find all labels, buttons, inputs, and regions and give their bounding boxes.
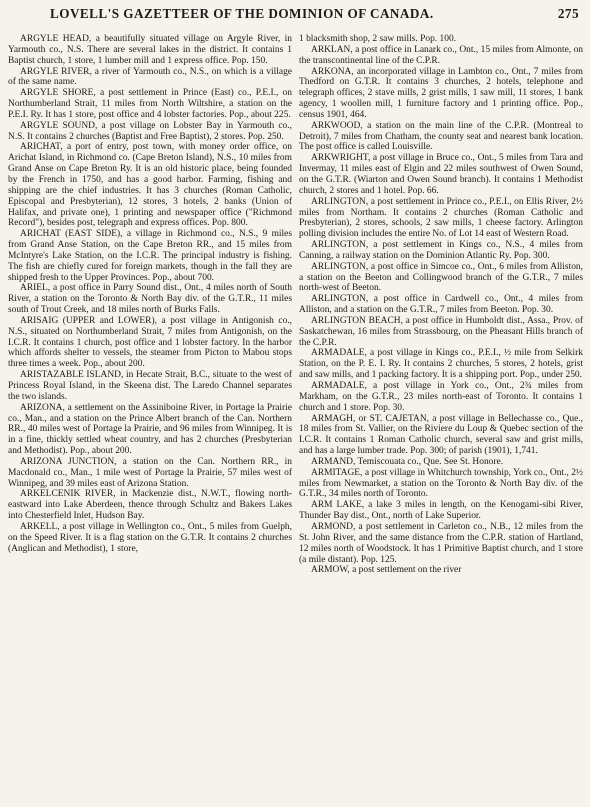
page-number: 275: [557, 6, 579, 21]
entry-headword: ARKWRIGHT,: [311, 153, 371, 164]
entry-text: a station on the main line of the C.P.R. (Montreal to Detroit), 7 miles from Chatham, the county seat and nearest bank location. The post office is called Louisville.: [299, 120, 584, 153]
entry-text: a port of entry, post town, with money order office, on Arichat Island, in Richmond co. (Cape Breton Island), N.S., 10 miles from Grand Anse on Cape Breton Ry. It is an old historic place, being founded by the French in 1750, and has a good harbor. Farming, fishing and shipping are the chief industries. It has 3 churches (Roman Catholic, Episcopal and Presbyterian), 12 stores, 3 hotels, 2 banks (Union of Halifax, and private one), 1 printing and newspaper office ("Richmond Record"), besides post, telegraph and express offices. Pop. 800.: [8, 142, 292, 229]
gazetteer-entry: [8, 522, 292, 555]
entry-headword: ARIEL,: [20, 283, 51, 294]
gazetteer-entry: [8, 316, 292, 370]
gazetteer-entry: [8, 142, 292, 229]
entry-text: a post office in Humboldt dist., Assa., Prov. of Saskatchewan, 16 miles from Strassbourg, on the Pheasant Hills branch of the C.P.R.: [299, 315, 584, 348]
entry-headword: ARMADALE,: [311, 348, 367, 359]
entry-text: an incorporated village in Lambton co., Ont., 7 miles from Thedford on G.T.R. It contains 3 churches, 2 hotels, telephone and telegraph offices, 2 stave mills, 2 grist mills, 1 saw mill, 11 stores, 1 bank agency, 1 woollen mill, 1 furniture factory and 1 printing office. Pop., census 1901, 464.: [299, 66, 583, 120]
entry-headword: ARMOW,: [311, 565, 350, 576]
gazetteer-entry: [8, 370, 292, 403]
entry-headword: ARISTAZABLE ISLAND,: [20, 370, 124, 381]
gazetteer-entry: [299, 348, 583, 381]
entry-headword: ARLINGTON,: [311, 196, 369, 207]
entry-text: a post settlement in Prince co., P.E.I., on Ellis River, 2½ miles from Northam. It contains 2 churches (Roman Catholic and Presbyterian), 2 stores, schools, 2 saw mills, 1 cheese factory. Arlington polling division includes the entire No. of Lot 14 east of Western Road.: [299, 196, 583, 240]
entry-text: a post settlement in Prince (East) co., P.E.I., on Northumberland Strait, 11 miles from North Wiltshire, a station on the P.E.I. Ry. It has 1 store, post office and 4 lobster factories. Pop., about 225.: [8, 88, 292, 120]
entry-text: in Mackenzie dist., N.W.T., flowing north-eastward into Lake Aberdeen, thence through Schultz and Bakers Lakes into Chesterfield Inlet, Hudson Bay.: [8, 489, 292, 522]
gazetteer-entry: [299, 45, 583, 67]
entry-headword: ARLINGTON BEACH,: [311, 315, 403, 326]
gazetteer-entry: [299, 381, 583, 414]
gazetteer-entry: [299, 468, 583, 501]
gazetteer-entry: [299, 153, 583, 196]
entry-text: a settlement on the Assiniboine River, in Portage la Prairie co., Man., and a station on the Prince Albert branch of the Can. Northern RR., 40 miles west of Portage la Prairie, and 96 miles from Winnipeg. It is in a fine, thickly settled wheat country, and has 2 churches (Presbyterian and Methodist). Pop., about 200.: [8, 402, 292, 457]
entry-text: a beautifully situated village on Argyle River, in Yarmouth co., N.S. There are several lakes in the district. It contains 1 Baptist church, 1 store, 1 lumber mill and 1 express office. Pop. 150.: [8, 34, 292, 66]
entry-text: a post village on Lobster Bay in Yarmouth co., N.S. It contains 2 churches (Baptist and Free Baptist), 2 stores. Pop. 250.: [8, 120, 292, 142]
entry-headword: ARLINGTON,: [311, 294, 369, 305]
entry-headword: ARM LAKE,: [311, 500, 365, 511]
text-columns: [8, 34, 583, 576]
gazetteer-entry: [299, 34, 583, 45]
gazetteer-entry: [299, 316, 583, 349]
entry-headword: ARLINGTON,: [311, 261, 369, 272]
entry-text: a post office in Parry Sound dist., Ont., 4 miles north of South River, a station on the Toronto & North Bay div. of the G.T.R., 11 miles south of Trout Creek, and 18 miles north of Burks Falls.: [8, 283, 293, 316]
entry-headword: ARGYLE SOUND,: [20, 120, 98, 131]
gazetteer-entry: [8, 457, 292, 490]
entry-text: a post settlement on the river: [352, 565, 462, 576]
gazetteer-entry: [299, 197, 583, 240]
gazetteer-entry: [8, 88, 292, 121]
entry-headword: ARLINGTON,: [311, 240, 369, 251]
gazetteer-entry: [8, 229, 292, 283]
entry-headword: ARMOND,: [311, 521, 356, 532]
entry-headword: ARMAGH,: [311, 413, 356, 424]
gazetteer-entry: [8, 34, 292, 67]
left-column: [8, 34, 292, 576]
entry-text: a post village in Antigonish co., N.S., situated on Northumberland Strait, 7 miles from Antigonish, on the I.C.R. It contains 1 church, post office and 1 lobster factory. In the harbor which affords shelter to vessels, the steamer from Picton to Mabou stops three times a week. Pop., about 200.: [8, 315, 293, 370]
gazetteer-entry: [299, 414, 583, 457]
entry-headword: ARKELCENIK RIVER,: [20, 489, 116, 500]
entry-text: a post settlement in Carleton co., N.B., 12 miles from the St. John River, and the same distance from the C.P.R. station of Hartland, 12 miles north of Woodstock. It has 1 Primitive Baptist church, and 1 store (a mile distant). Pop. 125.: [299, 521, 583, 565]
entry-text: a post village in Bruce co., Ont., 5 miles from Tara and Invermay, 11 miles east of Elgin and 22 miles southwest of Owen Sound, on the G.T.R. (Wiarton and Owen Sound branch). It contains 1 Methodist church, 2 stores and 1 hotel. Pop. 66.: [299, 153, 583, 196]
entry-headword: ARGYLE SHORE,: [20, 88, 96, 99]
entry-headword: ARMITAGE,: [311, 467, 363, 478]
entry-text: a post village in Kings co., P.E.I., ½ mile from Selkirk Station, on the P. E. I. Ry. It contains 2 churches, 5 stores, 2 hotels, grist and saw mills, and 1 packing factory. It is a shipping port. Pop., under 250.: [299, 348, 583, 381]
entry-text: Temiscouata co., Que. See St. Honore.: [357, 456, 504, 467]
entry-text: or ST. CAJETAN, a post village in Bellechasse co., Que., 18 miles from St. Vallier, on the Riviere du Loup & Quebec section of the I.C.R. It contains 1 Roman Catholic church, several saw and grist mills, and has a large lumber trade. Pop. 300; of parish (1901), 1,741.: [299, 413, 584, 457]
gazetteer-entry: [8, 283, 292, 316]
entry-text: in Hecate Strait, B.C., situate to the west of Princess Royal Island, in the Skeena dist. The Laredo Channel separates the two islands.: [8, 370, 292, 402]
gazetteer-entry: [299, 262, 583, 295]
entry-headword: ARGYLE RIVER,: [20, 66, 92, 77]
entry-text: a village in Richmond co., N.S., 9 miles from Grand Anse Station, on the Cape Breton RR., and 15 miles from McIntyre's Lake Station, on the I.C.R. The principal industry is fishing. The fish are chiefly cured for foreign markets, though in the fall they are shipped fresh to the Upper Provinces. Pop., about 700.: [8, 229, 293, 283]
entry-text: a lake 3 miles in length, on the Kenogami-sibi River, Thunder Bay dist., Ont., north of Lake Superior.: [299, 500, 583, 522]
entry-headword: ARICHAT,: [20, 142, 63, 153]
entry-headword: ARKWOOD,: [311, 120, 363, 131]
gazetteer-entry: [299, 121, 583, 154]
entry-text: a post village in York co., Ont., 2¾ miles from Markham, on the G.T.R., 23 miles north-east of Toronto. It contains 1 church and 1 store. Pop. 30.: [299, 381, 583, 413]
entry-headword: ARKELL,: [20, 521, 60, 532]
entry-headword: ARGYLE HEAD,: [20, 34, 92, 44]
entry-headword: ARIZONA,: [20, 402, 65, 413]
entry-text: a station on the Can. Northern RR., in Macdonald co., Man., 1 mile west of Portage la Prairie, 57 miles west of Winnipeg, and 39 miles east of Arizona Station.: [8, 456, 292, 489]
gazetteer-entry: [8, 121, 292, 143]
entry-text: a post village in Whitchurch township, York co., Ont., 2½ miles from Newmarket, a station on the Toronto & North Bay div. of the G.T.R., 34 miles north of Toronto.: [299, 467, 583, 500]
entry-headword: ARMAND,: [311, 456, 356, 467]
entry-text: 1 blacksmith shop, 2 saw mills. Pop. 100.: [299, 34, 457, 44]
right-column: [299, 34, 583, 576]
gazetteer-entry: [299, 565, 583, 576]
entry-text: a post office in Cardwell co., Ont., 4 miles from Alliston, and a station on the G.T.R., 7 miles from Beeton. Pop. 30.: [299, 294, 584, 316]
gazetteer-entry: [299, 240, 583, 262]
gazetteer-entry: [299, 500, 583, 522]
entry-text: a post settlement in Kings co., N.S., 4 miles from Canning, a railway station on the Dominion Atlantic Ry. Pop. 300.: [299, 240, 583, 261]
running-title: LOVELL'S GAZETTEER OF THE DOMINION OF CANADA.: [50, 6, 434, 21]
gazetteer-entry: [8, 489, 292, 522]
entry-headword: ARIZONA JUNCTION,: [20, 456, 117, 467]
entry-headword: ARKLAN,: [311, 44, 353, 55]
entry-headword: ARISAIG (UPPER and LOWER),: [20, 315, 157, 326]
gazetteer-entry: [299, 294, 583, 316]
entry-headword: ARICHAT (EAST SIDE),: [20, 229, 123, 240]
entry-text: a post village in Wellington co., Ont., 5 miles from Guelph, on the Speed River. It is a flag station on the G.T.R. It contains 2 churches (Anglican and Methodist), 1 store,: [8, 521, 292, 554]
entry-headword: ARKONA,: [311, 66, 354, 77]
entry-text: a post office in Lanark co., Ont., 15 miles from Almonte, on the transcontinental line of the C.P.R.: [299, 44, 584, 66]
page-header: [8, 6, 583, 26]
entry-headword: ARMADALE,: [311, 381, 367, 391]
gazetteer-entry: [8, 67, 292, 89]
gazetteer-entry: [299, 67, 583, 121]
gazetteer-entry: [299, 522, 583, 565]
gazetteer-entry: [299, 457, 583, 468]
gazetteer-entry: [8, 403, 292, 457]
entry-text: a post office in Simcoe co., Ont., 6 miles from Alliston, a station on the Beeton and Collingwood branch of the G.T.R., 7 miles north-west of Beeton.: [299, 261, 584, 294]
entry-text: a river of Yarmouth co., N.S., on which is a village of the same name.: [8, 66, 292, 88]
